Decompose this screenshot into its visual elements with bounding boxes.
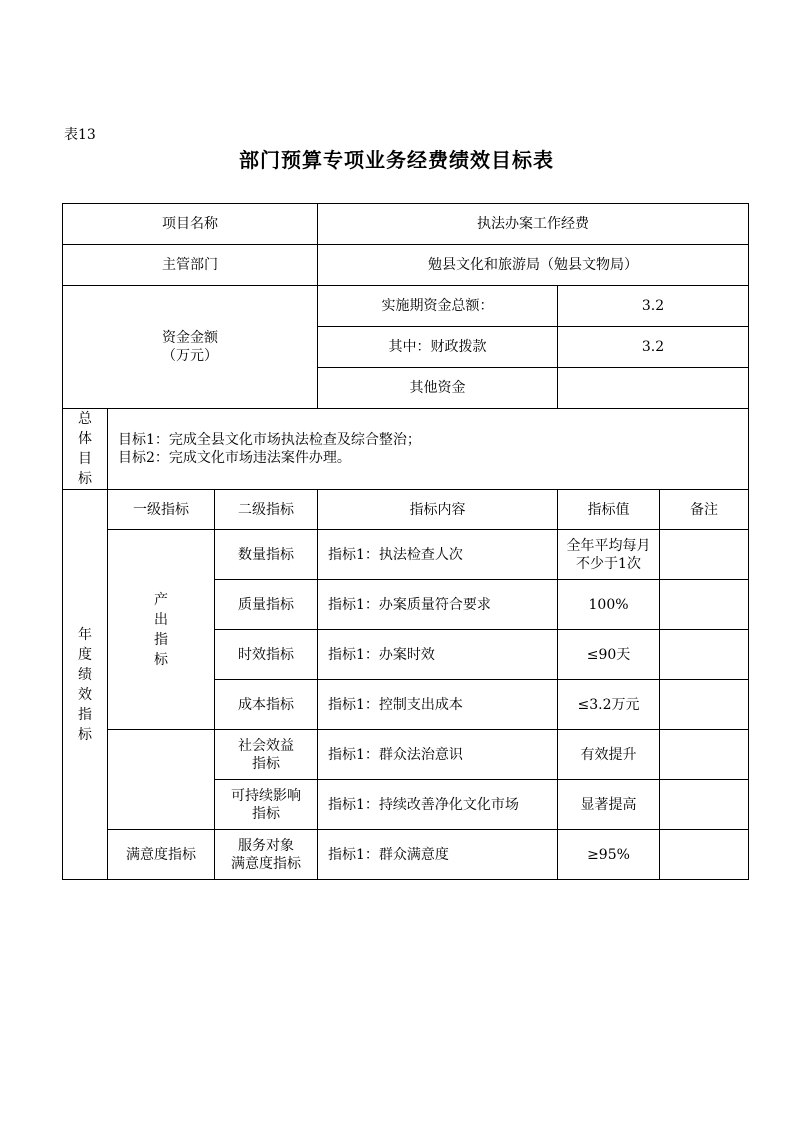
table-row (63, 530, 749, 580)
content-cell: 指标1：办案质量符合要求 (318, 580, 558, 630)
funds-fiscal-value: 3.2 (558, 327, 749, 368)
funds-total-row (63, 286, 749, 327)
remark-cell (660, 730, 749, 780)
level2-cell: 服务对象 满意度指标 (215, 830, 318, 880)
effect-indicator-label (108, 730, 215, 830)
performance-table (62, 203, 749, 880)
project-name-row (63, 204, 749, 245)
department-value: 勉县文化和旅游局（勉县文物局） (318, 245, 749, 286)
value-cell: 显著提高 (558, 780, 660, 830)
funds-label: 资金金额 （万元） (63, 286, 318, 409)
content-cell: 指标1：办案时效 (318, 630, 558, 680)
remark-cell (660, 530, 749, 580)
content-cell: 指标1：执法检查人次 (318, 530, 558, 580)
remark-cell (660, 630, 749, 680)
level2-cell: 数量指标 (215, 530, 318, 580)
content-cell: 指标1：控制支出成本 (318, 680, 558, 730)
header-level1: 一级指标 (108, 490, 215, 530)
value-cell: ≤3.2万元 (558, 680, 660, 730)
project-name-label: 项目名称 (63, 204, 318, 245)
level2-cell: 成本指标 (215, 680, 318, 730)
value-cell: 全年平均每月 不少于1次 (558, 530, 660, 580)
funds-total-value: 3.2 (558, 286, 749, 327)
level2-cell: 社会效益 指标 (215, 730, 318, 780)
department-label: 主管部门 (63, 245, 318, 286)
remark-cell (660, 830, 749, 880)
table-row (63, 730, 749, 780)
header-value: 指标值 (558, 490, 660, 530)
remark-cell (660, 580, 749, 630)
content-cell: 指标1：群众法治意识 (318, 730, 558, 780)
overall-goal-text: 目标1：完成全县文化市场执法检查及综合整治； 目标2：完成文化市场违法案件办理。 (108, 409, 749, 490)
annual-indicator-label: 年度绩效指标 (63, 490, 108, 880)
project-name-value: 执法办案工作经费 (318, 204, 749, 245)
value-cell: ≥95% (558, 830, 660, 880)
table-row (63, 830, 749, 880)
funds-fiscal-label: 其中：财政拨款 (318, 327, 558, 368)
overall-goal-label: 总体目标 (63, 409, 108, 490)
remark-cell (660, 680, 749, 730)
remark-cell (660, 780, 749, 830)
indicator-header-row (63, 490, 749, 530)
satisfaction-indicator-label: 满意度指标 (108, 830, 215, 880)
value-cell: ≤90天 (558, 630, 660, 680)
department-row (63, 245, 749, 286)
funds-total-label: 实施期资金总额： (318, 286, 558, 327)
content-cell: 指标1：持续改善净化文化市场 (318, 780, 558, 830)
header-remark: 备注 (660, 490, 749, 530)
table-number: 表13 (64, 127, 96, 143)
funds-other-value (558, 368, 749, 409)
header-content: 指标内容 (318, 490, 558, 530)
funds-other-label: 其他资金 (318, 368, 558, 409)
level2-cell: 质量指标 (215, 580, 318, 630)
overall-goal-row (63, 409, 749, 490)
output-indicator-label: 产出指标 (108, 530, 215, 730)
level2-cell: 时效指标 (215, 630, 318, 680)
header-level2: 二级指标 (215, 490, 318, 530)
content-cell: 指标1：群众满意度 (318, 830, 558, 880)
level2-cell: 可持续影响 指标 (215, 780, 318, 830)
value-cell: 有效提升 (558, 730, 660, 780)
page-title: 部门预算专项业务经费绩效目标表 (239, 148, 554, 172)
value-cell: 100% (558, 580, 660, 630)
